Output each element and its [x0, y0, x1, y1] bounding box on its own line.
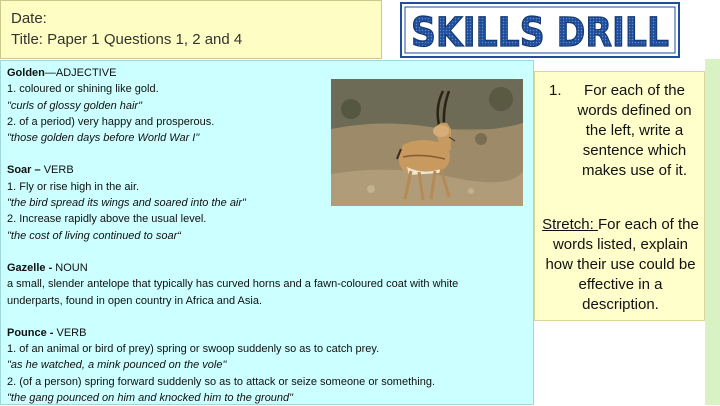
definition-line: 2. (of a person) spring forward suddenly so as to attack or seize someone or something. — [7, 375, 435, 388]
date-label: Date: — [11, 10, 47, 27]
logo-area — [383, 0, 720, 59]
task-number: 1. — [549, 82, 562, 99]
definition-line: 2. Increase rapidly above the usual level. — [7, 213, 207, 226]
definition-line: 1. coloured or shining like gold. — [7, 83, 159, 96]
definition-soar-heading: Soar – VERB — [7, 164, 74, 177]
definition-line: a small, slender antelope that typically has curved horns and a fawn-coloured coat with white — [7, 278, 459, 291]
definition-example: "as he watched, a mink pounced on the vole" — [7, 359, 227, 372]
stretch-task — [539, 215, 702, 315]
definition-line: underparts, found in open country in Africa and Asia. — [7, 294, 262, 307]
logo-text: SKILLS DRILL — [411, 10, 669, 56]
definition-line: 1. of an animal or bird of prey) spring or swoop suddenly so as to catch prey. — [7, 343, 380, 356]
task-panel — [534, 71, 705, 321]
task-text: For each of the words defined on the left, write a sentence which makes use of it. — [577, 82, 692, 179]
stretch-text: For each of the words listed, explain how their use could be effective in a description. — [545, 216, 699, 313]
gazelle-photo — [331, 79, 523, 206]
definition-pounce-heading: Pounce - VERB — [7, 326, 87, 339]
definition-example: "the cost of living continued to soar“ — [7, 229, 181, 242]
stretch-label: Stretch: — [542, 216, 598, 233]
skills-drill-logo — [400, 2, 680, 58]
page-title: Title: Paper 1 Questions 1, 2 and 4 — [11, 31, 243, 48]
definition-example: "the gang pounced on him and knocked him to the ground" — [7, 392, 294, 405]
definition-example: "the bird spread its wings and soared into the air" — [7, 197, 246, 210]
task-item — [549, 81, 701, 181]
definition-line: 1. Fly or rise high in the air. — [7, 180, 140, 193]
definition-line: 2. of a period) very happy and prosperous. — [7, 115, 215, 128]
definition-golden-heading: Golden—ADJECTIVE — [7, 67, 117, 79]
header-panel — [0, 0, 382, 59]
right-edge-strip — [705, 59, 720, 405]
definition-example: "curls of glossy golden hair" — [7, 99, 142, 112]
definition-gazelle-heading: Gazelle - NOUN — [7, 261, 88, 274]
definition-example: "those golden days before World War I" — [7, 132, 200, 145]
